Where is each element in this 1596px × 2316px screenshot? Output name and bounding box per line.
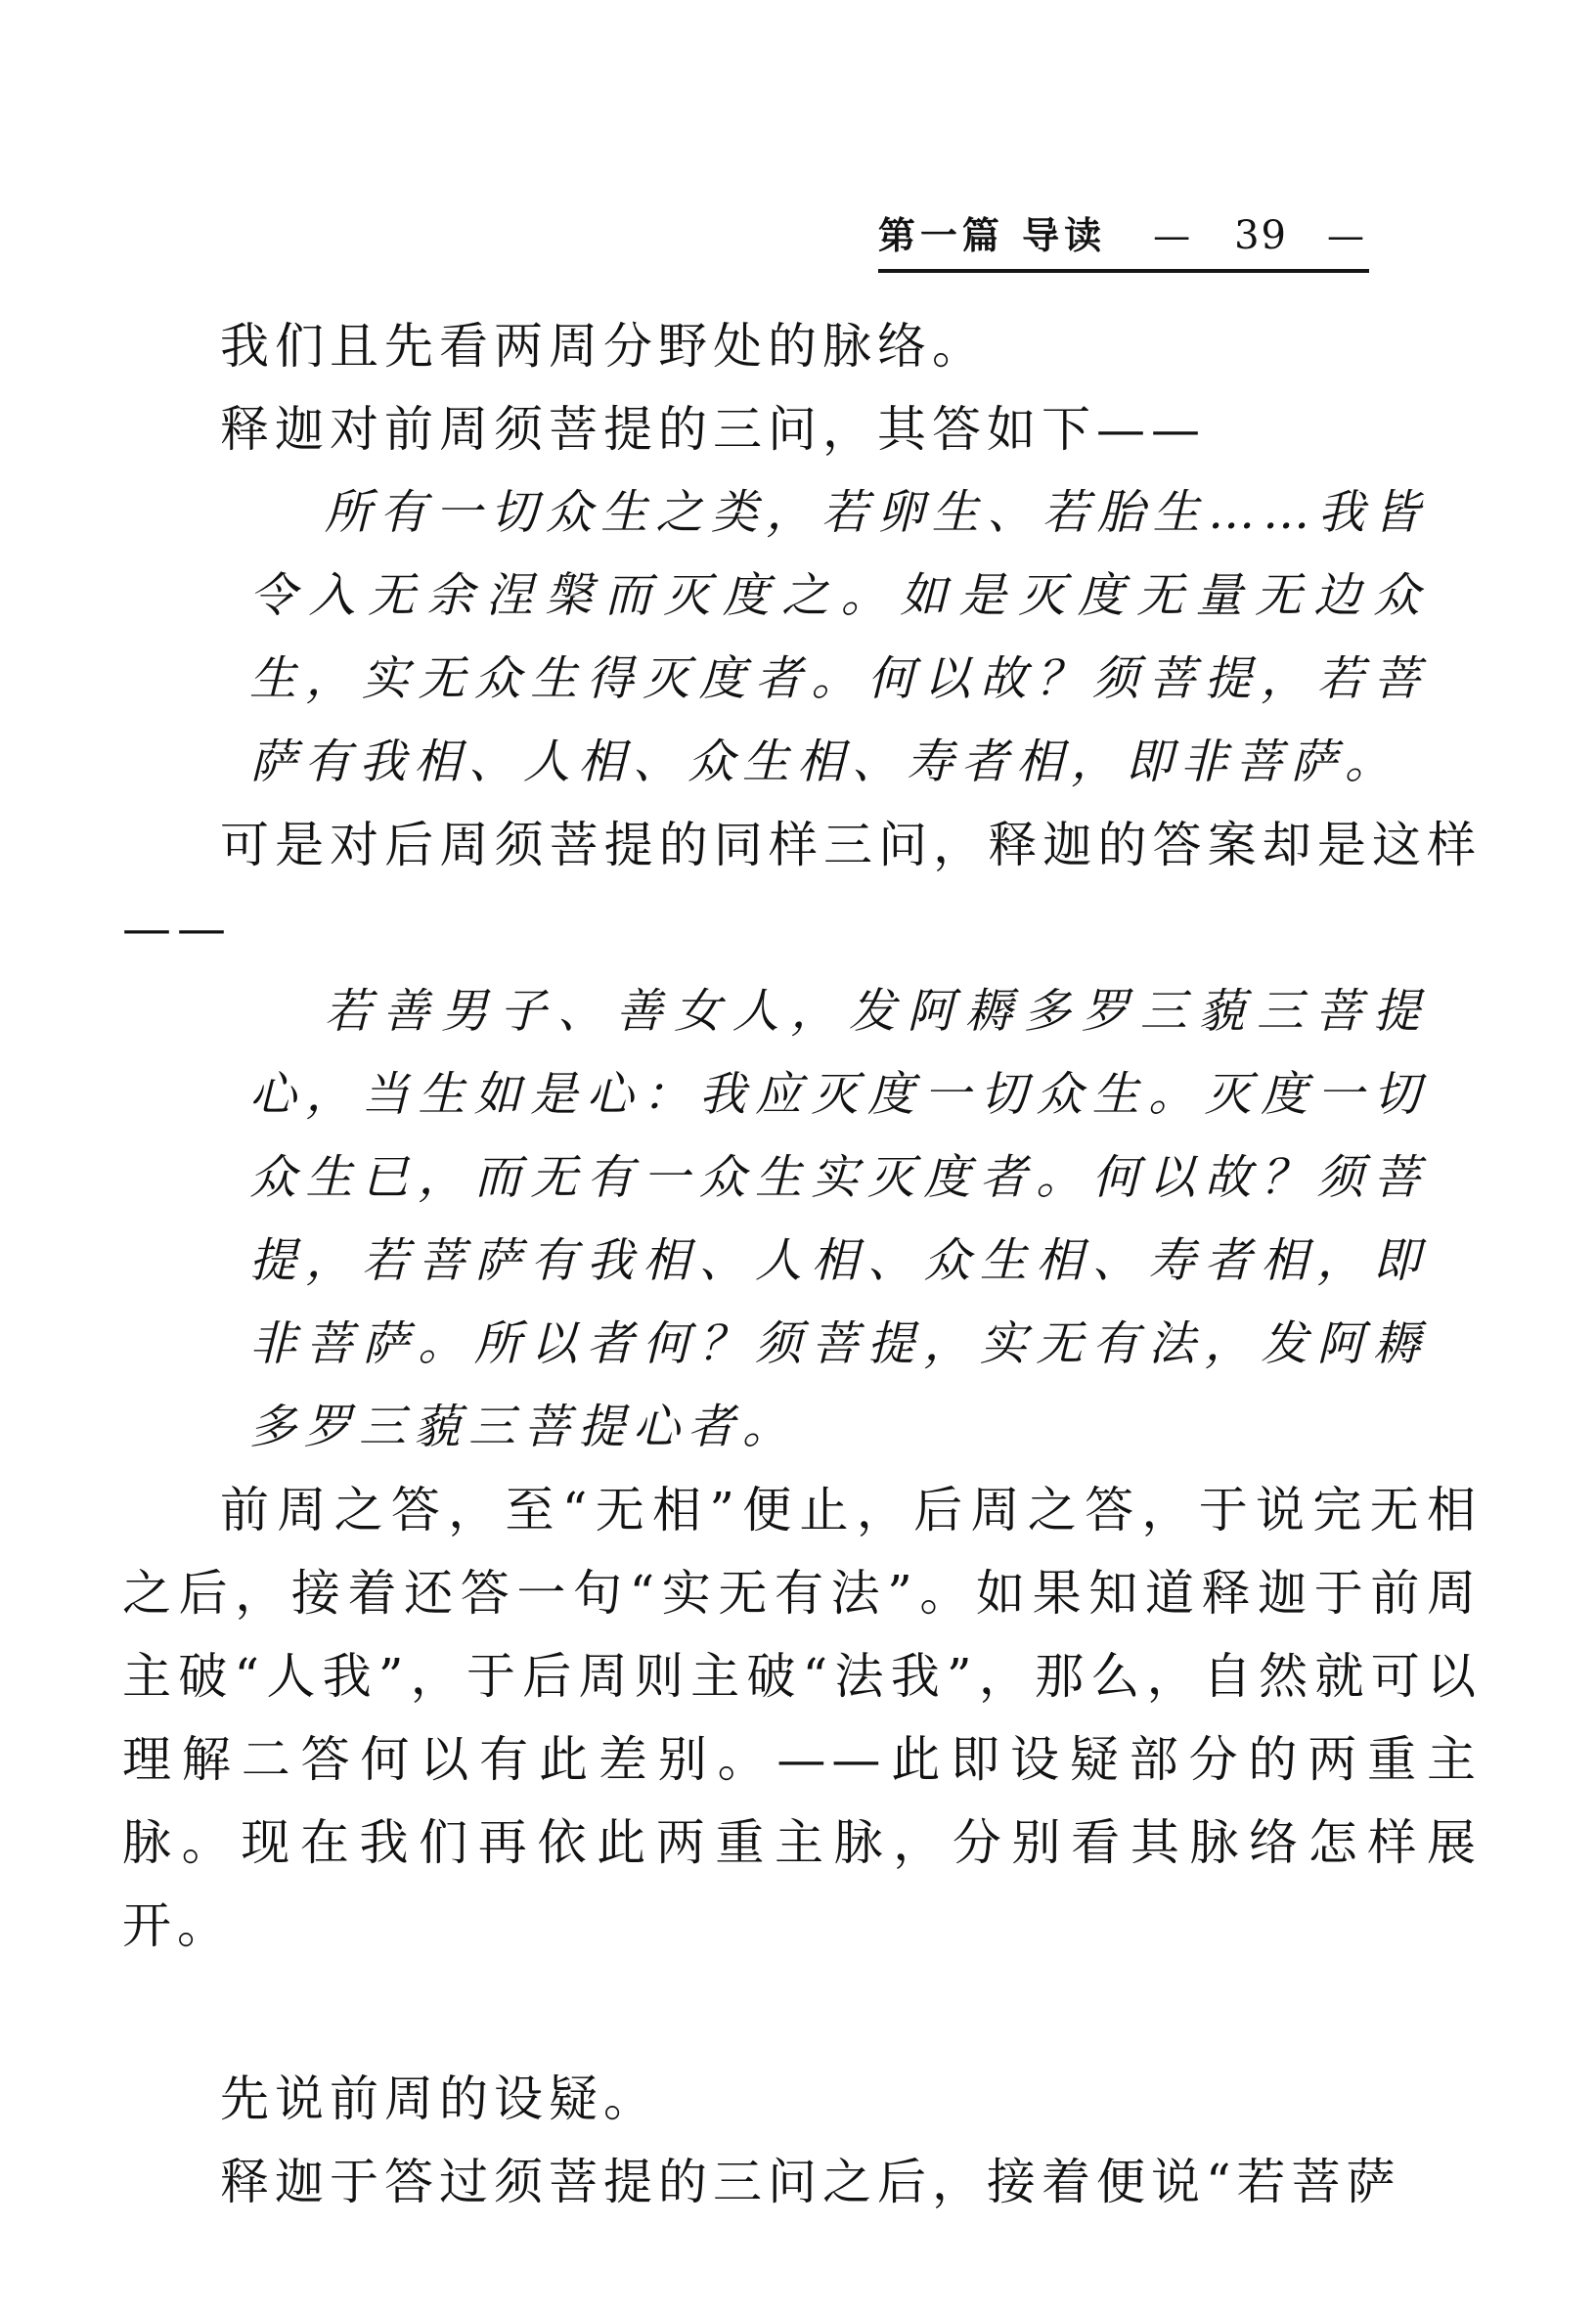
page-number: 39 xyxy=(1234,213,1288,258)
paragraph-analysis: 前周之答，至“无相”便止，后周之答，于说完无相之后，接着还答一句“实无有法”。如果知道释迦于前周主破“人我”，于后周则主破“法我”，那么，自然就可以理解二答何以有此差别。——此即设疑部分的两重主脉。现在我们再依此两重主脉，分别看其脉络怎样展开。 xyxy=(122,1482,1482,1954)
page-body xyxy=(122,305,1482,2224)
paragraph-second-round-question: 可是对后周须菩提的同样三问，释迦的答案却是这样—— xyxy=(122,817,1482,957)
paragraph-first-round-question: 释迦对前周须菩提的三问，其答如下—— xyxy=(220,401,1206,458)
paragraph-intro: 我们且先看两周分野处的脉络。 xyxy=(220,318,987,375)
paragraph-section-lead: 先说前周的设疑。 xyxy=(220,2071,658,2127)
paragraph-closing: 释迦于答过须菩提的三问之后，接着便说“若菩萨 xyxy=(220,2154,1401,2210)
section-title: 第一篇 导读 xyxy=(877,213,1107,257)
scripture-quote-second-round: 若善男子、善女人，发阿耨多罗三藐三菩提心，当生如是心：我应灭度一切众生。灭度一切众生已，而无有一众生实灭度者。何以故？须菩提，若菩萨有我相、人相、众生相、寿者相，即非菩萨。所以者何？须菩提，实无有法，发阿耨多罗三藐三菩提心者。 xyxy=(249,984,1428,1454)
header-dash-right: — xyxy=(1327,214,1369,257)
page-header xyxy=(878,205,1369,273)
scripture-quote-first-round: 所有一切众生之类，若卵生、若胎生……我皆令入无余涅槃而灭度之。如是灭度无量无边众生，实无众生得灭度者。何以故？须菩提，若菩萨有我相、人相、众生相、寿者相，即非菩萨。 xyxy=(249,485,1428,789)
header-dash-left: — xyxy=(1153,214,1196,257)
